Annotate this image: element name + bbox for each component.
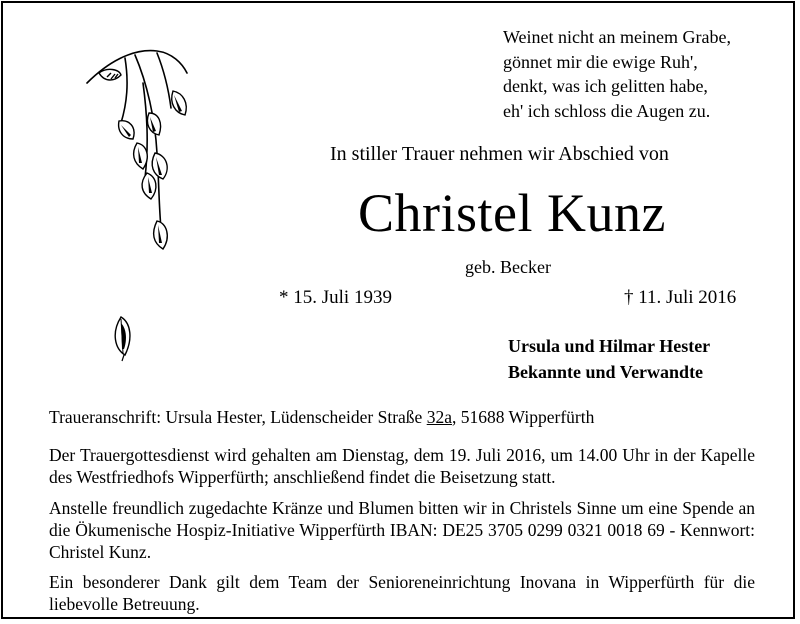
obituary-notice [1,1,795,619]
donation-paragraph: Anstelle freundlich zugedachte Kränze und Blumen bitten wir in Christels Sinne um eine Spende an die Ökumenische Hospiz-Initiative Wipperfürth IBAN: DE25 3705 0299 0321 0018 69 - Kennwort: Christel Kunz. [49,498,755,562]
poem-line: denkt, was ich gelitten habe, [503,76,708,96]
thanks-paragraph: Ein besonderer Dank gilt dem Team der Senioreneinrichtung Inovana in Wipperfürth für die liebevolle Betreuung. [49,572,755,614]
mourners [508,333,710,385]
poem-line: gönnet mir die ewige Ruh', [503,51,698,72]
mourner-line: Ursula und Hilmar Hester [508,336,711,356]
deceased-name: Christel Kunz [358,183,666,243]
falling-leaf-icon [107,315,137,363]
intro-line: In stiller Trauer nehmen wir Abschied von [330,143,669,165]
poem-line: eh' ich schloss die Augen zu. [503,100,711,121]
address-house-number: 32a [426,407,452,427]
death-date: † 11. Juli 2016 [624,287,737,308]
birch-branch-icon [77,43,217,263]
poem [503,25,731,123]
service-paragraph: Der Trauergottesdienst wird gehalten am Dienstag, dem 19. Juli 2016, um 14.00 Uhr in der Kapelle des Westfriedhofs Wipperfürth; anschließend findet die Beisetzung statt. [49,445,755,487]
mourner-line: Bekannte und Verwandte [508,362,704,382]
maiden-name: geb. Becker [465,257,551,277]
poem-line: Weinet nicht an meinem Grabe, [503,27,731,47]
address-suffix: , 51688 Wipperfürth [451,407,595,427]
birth-date: * 15. Juli 1939 [279,287,392,308]
mourning-address [49,407,594,428]
address-prefix: Traueranschrift: Ursula Hester, Lüdenscheider Straße [49,407,427,427]
